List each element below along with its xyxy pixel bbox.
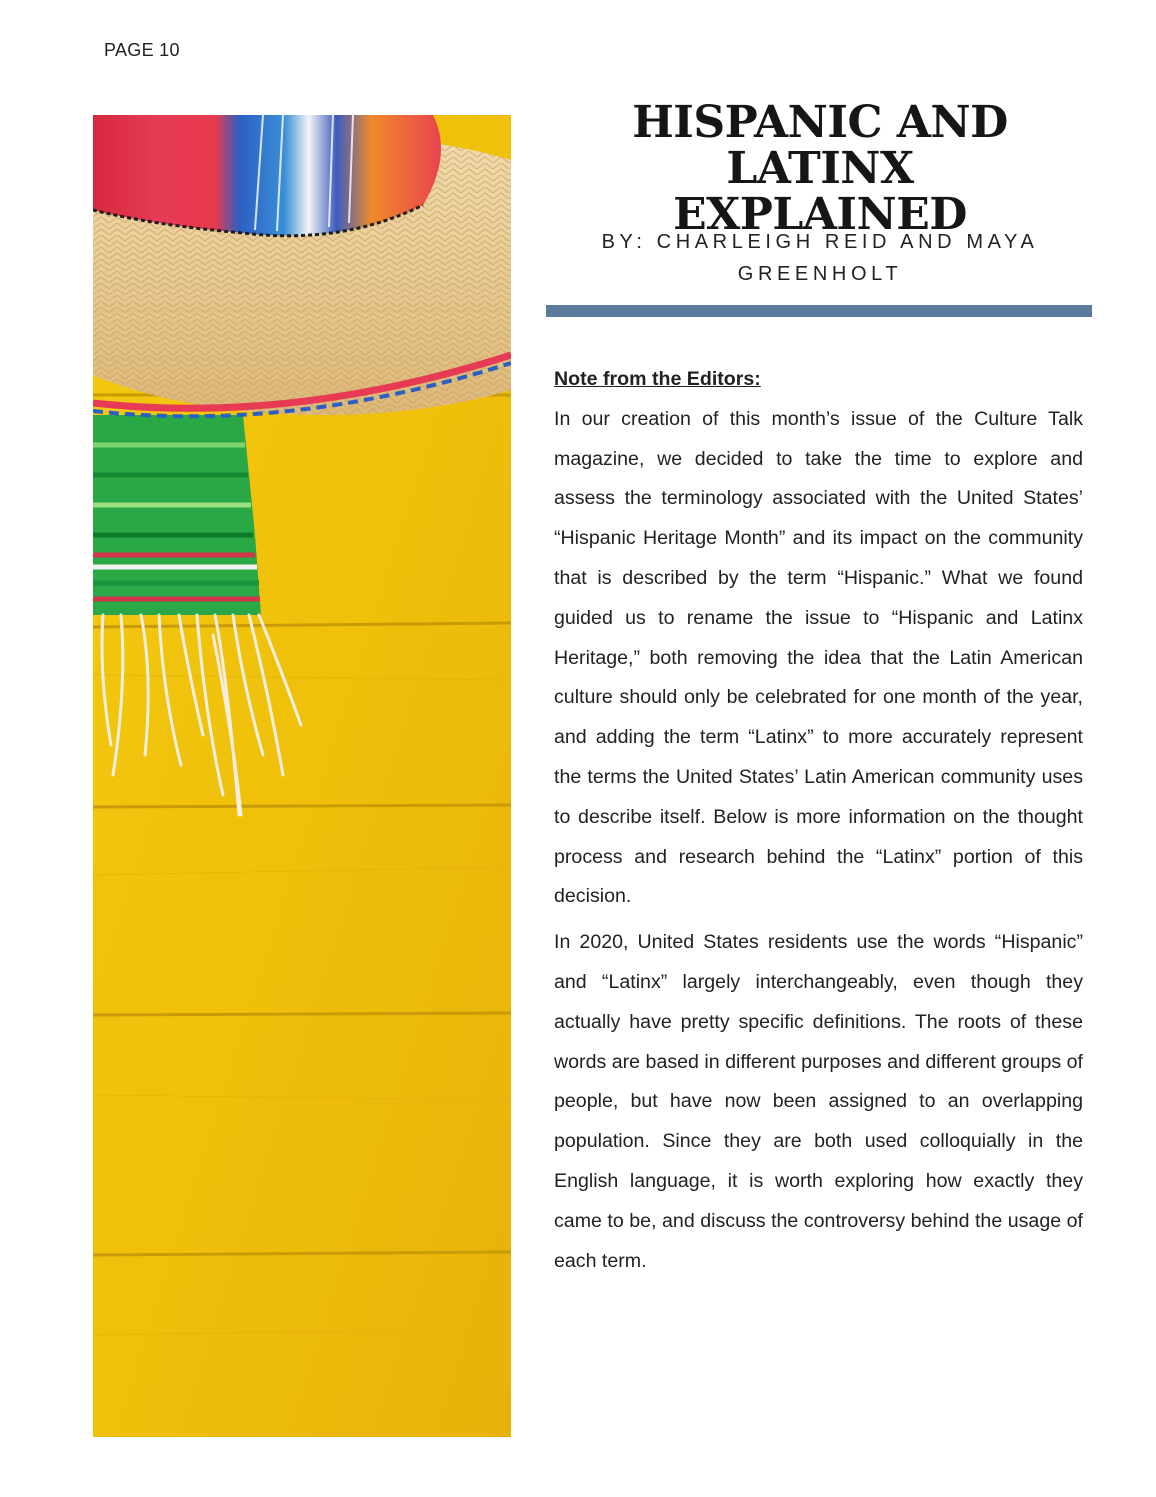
byline <box>560 226 1080 290</box>
article-body <box>554 360 1083 1287</box>
article-title <box>546 97 1094 240</box>
sombrero-photo <box>93 115 511 1437</box>
title-line-1: HISPANIC AND LATINX <box>632 97 1008 194</box>
title-divider <box>546 305 1092 317</box>
paragraph-1: In our creation of this month’s issue of the Culture Talk magazine, we decided to take the time to explore and assess the terminology associated with the United States’ “Hispanic Heritage Month” and its impact on the community that is described by the term “Hispanic.” What we found guided us to rename the issue to “Hispanic and Latinx Heritage,” both removing the idea that the Latin American culture should only be celebrated for one month of the year, and adding the term “Latinx” to more accurately represent the terms the United States’ Latin American community uses to describe itself. Below is more information on the thought process and research behind the “Latinx” portion of this decision. <box>554 407 1083 908</box>
title-line-2: EXPLAINED <box>673 189 967 240</box>
editors-note-heading: Note from the Editors: <box>554 368 761 390</box>
byline-line-2: GREENHOLT <box>737 263 903 285</box>
paragraph-2: In 2020, United States residents use the words “Hispanic” and “Latinx” largely interchangeably, even though they actually have pretty specific definitions. The roots of these words are based in different purposes and different groups of people, but have now been assigned to an overlapping population. Since they are both used colloquially in the English language, it is worth exploring how exactly they came to be, and discuss the controversy behind the usage of each term. <box>554 931 1083 1272</box>
page-number: PAGE 10 <box>104 40 180 60</box>
byline-line-1: BY: CHARLEIGH REID AND MAYA <box>601 231 1039 253</box>
